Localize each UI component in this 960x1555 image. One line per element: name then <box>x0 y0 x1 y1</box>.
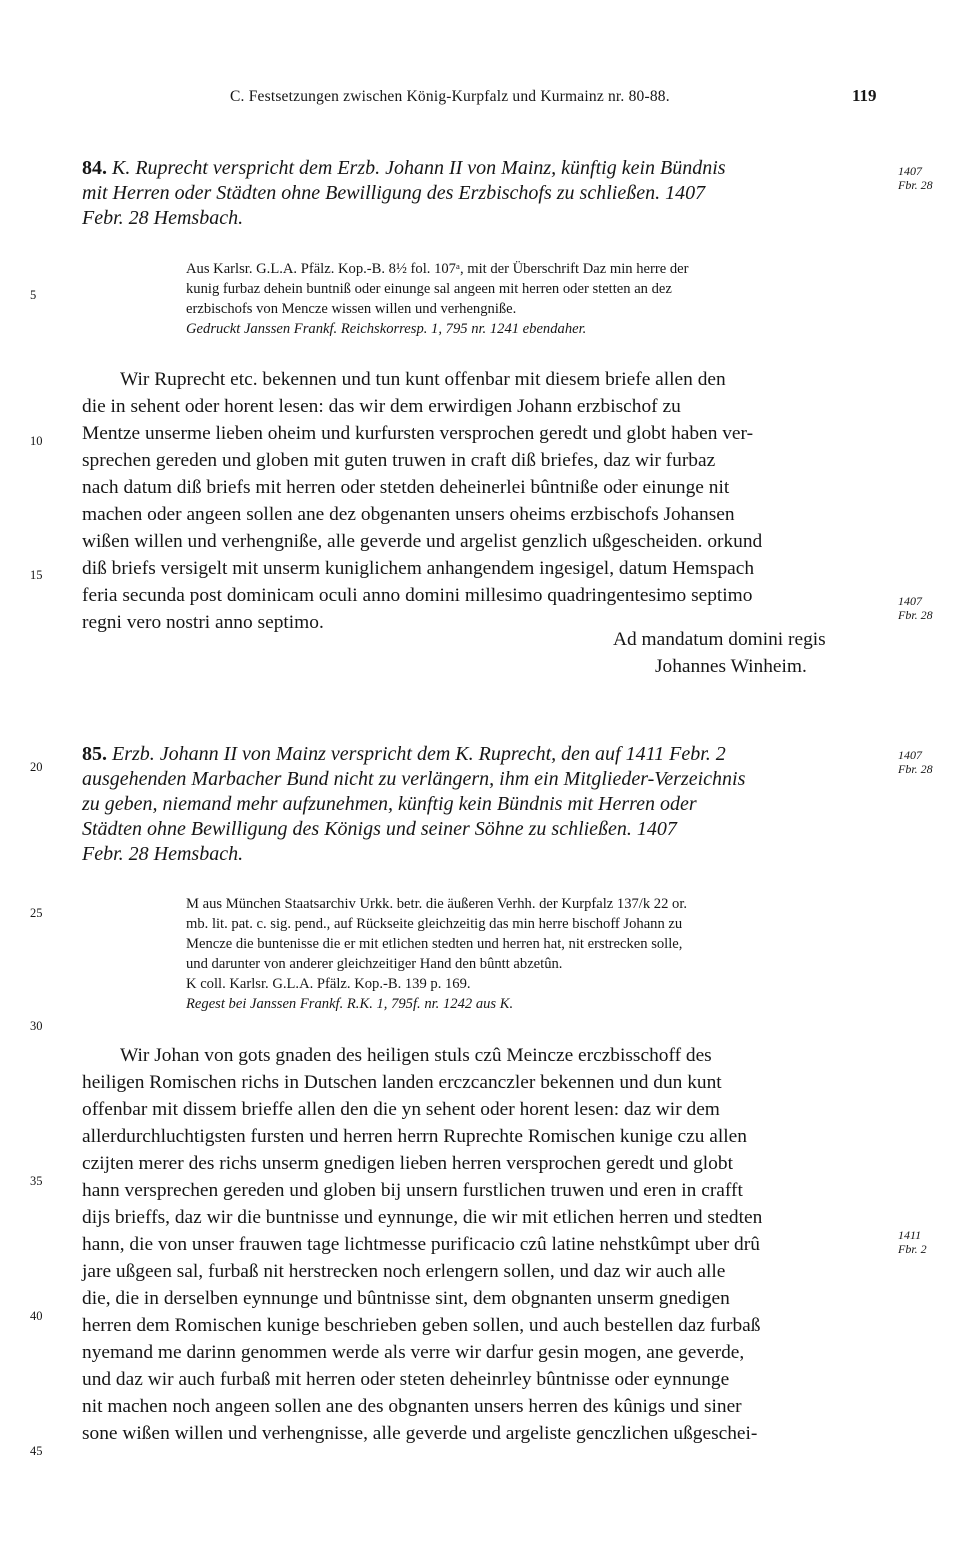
text-line: wißen willen und verhengniße, alle geverde und argelist genzlich ußgescheiden. orkund <box>82 531 763 552</box>
text-line: die in sehent oder horent lesen: das wir dem erwirdigen Johann erzbischof zu <box>82 396 681 417</box>
heading-line: Febr. 28 Hemsbach. <box>82 207 244 229</box>
line-number: 45 <box>30 1444 43 1458</box>
entry-84-text <box>82 366 762 636</box>
apparatus-line: Aus Karlsr. G.L.A. Pfälz. Kop.-B. 8½ fol. 107ᵃ, mit der Überschrift Daz min herre der <box>186 261 689 277</box>
text-line: hann versprechen gereden und globen bij unsern furstlichen truwen und eren in crafft <box>82 1180 743 1201</box>
text-line: Mentze unserme lieben oheim und kurfursten versprochen geredt und globt haben ver- <box>82 423 754 444</box>
margin-date: 1407 Fbr. 28 <box>898 748 933 776</box>
heading-line: Febr. 28 Hemsbach. <box>82 843 244 865</box>
apparatus-line: M aus München Staatsarchiv Urkk. betr. die äußeren Verhh. der Kurpfalz 137/k 22 or. <box>186 896 688 912</box>
margin-date: 1407 Fbr. 28 <box>898 594 933 622</box>
text-line: regni vero nostri anno septimo. <box>82 612 324 633</box>
signature-line: Ad mandatum domini regis <box>613 629 826 650</box>
text-line: allerdurchluchtigsten fursten und herren herrn Ruprechte Romischen kunige czu allen <box>82 1126 747 1147</box>
text-line: dijs brieffs, daz wir die buntnisse und eynnunge, die wir mit etlichen herren und stedten <box>82 1207 763 1228</box>
heading-line: Städten ohne Bewilligung des Königs und seiner Söhne zu schließen. 1407 <box>82 818 677 840</box>
text-line: nach datum diß briefs mit herren oder stetden deheinerlei bûntniße oder einunge nit <box>82 477 730 498</box>
entry-85-heading <box>82 742 745 867</box>
text-line: hann, die von unser frauwen tage lichtmesse purificacio czû latine nehstkûmpt uber drû <box>82 1234 760 1255</box>
text-line: sprechen gereden und globen mit guten truwen in craft diß briefes, daz wir furbaz <box>82 450 716 471</box>
entry-85-text <box>82 1042 762 1447</box>
text-line: heiligen Romischen richs in Dutschen landen erczcanczler bekennen und dun kunt <box>82 1072 722 1093</box>
text-line: feria secunda post dominicam oculi anno domini millesimo quadringentesimo septimo <box>82 585 753 606</box>
text-line: machen oder angeen sollen ane dez obgenanten unsers oheims erzbischofs Johansen <box>82 504 735 525</box>
signature-line: Johannes Winheim. <box>655 656 807 677</box>
line-number: 30 <box>30 1019 43 1033</box>
entry-84-apparatus <box>186 259 689 339</box>
line-number: 15 <box>30 568 43 582</box>
apparatus-line: Mencze die buntenisse die er mit etlichen stedten und herren hat, nit erstrecken solle, <box>186 936 683 952</box>
margin-date: 1407 Fbr. 28 <box>898 164 933 192</box>
text-line: nyemand me darinn genommen werde als verre wir darfur gesin mogen, ane geverde, <box>82 1342 745 1363</box>
line-number: 10 <box>30 434 43 448</box>
entry-number: 84. <box>82 157 107 179</box>
heading-line: zu geben, niemand mehr aufzunehmen, künftig kein Bündnis mit Herren oder <box>82 793 697 815</box>
text-line: nit machen noch angeen sollen ane des obgnanten unsers herren des kûnigs und siner <box>82 1396 742 1417</box>
apparatus-line: mb. lit. pat. c. sig. pend., auf Rückseite gleichzeitig das min herre bischoff Johann zu <box>186 916 683 932</box>
text-line: diß briefs versigelt mit unserm kuniglichem anhangendem ingesigel, datum Hemspach <box>82 558 755 579</box>
heading-line: mit Herren oder Städten ohne Bewilligung des Erzbischofs zu schließen. 1407 <box>82 182 706 204</box>
page-number: 119 <box>852 86 877 105</box>
text-line: sone wißen willen und verhengnisse, alle geverde und argeliste genczlichen ußgeschei- <box>82 1423 758 1444</box>
text-line: jare ußgeen sal, furbaß nit herstrecken noch erlengern sollen, und daz wir auch alle <box>82 1261 726 1282</box>
apparatus-line: K coll. Karlsr. G.L.A. Pfälz. Kop.-B. 139 p. 169. <box>186 976 471 992</box>
line-number: 5 <box>30 288 37 302</box>
apparatus-line: erzbischofs von Mencze wissen willen und verhengniße. <box>186 301 517 317</box>
line-number: 40 <box>30 1309 43 1323</box>
entry-85-apparatus <box>186 894 687 1014</box>
apparatus-line: kunig furbaz dehein buntniß oder einunge sal angeen mit herren oder stetten an dez <box>186 281 672 297</box>
line-number: 20 <box>30 760 43 774</box>
apparatus-line: Gedruckt Janssen Frankf. Reichskorresp. 1, 795 nr. 1241 ebendaher. <box>186 321 587 337</box>
heading-line: 84. K. Ruprecht verspricht dem Erzb. Johann II von Mainz, künftig kein Bündnis <box>82 157 726 179</box>
text-line: die, die in derselben eynnunge und bûntnisse sint, dem obgnanten unserm gnedigen <box>82 1288 730 1309</box>
text-line: Wir Ruprecht etc. bekennen und tun kunt offenbar mit diesem briefe allen den <box>120 369 726 390</box>
text-line: herren dem Romischen kunige beschrieben geben sollen, und auch bestellen daz furbaß <box>82 1315 761 1336</box>
signature <box>613 626 826 680</box>
line-number: 25 <box>30 906 43 920</box>
text-line: czijten merer des richs unserm gnedigen lieben herren versprochen geredt und globt <box>82 1153 733 1174</box>
text-line: offenbar mit dissem brieffe allen den die yn sehent oder horent lesen: daz wir dem <box>82 1099 720 1120</box>
apparatus-line: Regest bei Janssen Frankf. R.K. 1, 795f. nr. 1242 aus K. <box>186 996 514 1012</box>
entry-number: 85. <box>82 743 107 765</box>
running-title: C. Festsetzungen zwischen König-Kurpfalz und Kurmainz nr. 80-88. <box>230 88 670 105</box>
apparatus-line: und darunter von anderer gleichzeitiger Hand den bûntt abzetûn. <box>186 956 563 972</box>
heading-line: ausgehenden Marbacher Bund nicht zu verlängern, ihm ein Mitglieder-Verzeichnis <box>82 768 746 790</box>
line-number: 35 <box>30 1174 43 1188</box>
margin-date: 1411 Fbr. 2 <box>898 1228 927 1256</box>
heading-line: 85. Erzb. Johann II von Mainz verspricht dem K. Ruprecht, den auf 1411 Febr. 2 <box>82 743 726 765</box>
entry-84-heading <box>82 156 726 231</box>
text-line: Wir Johan von gots gnaden des heiligen stuls czû Meincze erczbisschoff des <box>120 1045 712 1066</box>
text-line: und daz wir auch furbaß mit herren oder steten deheinrley bûntnisse oder eynnunge <box>82 1369 730 1390</box>
